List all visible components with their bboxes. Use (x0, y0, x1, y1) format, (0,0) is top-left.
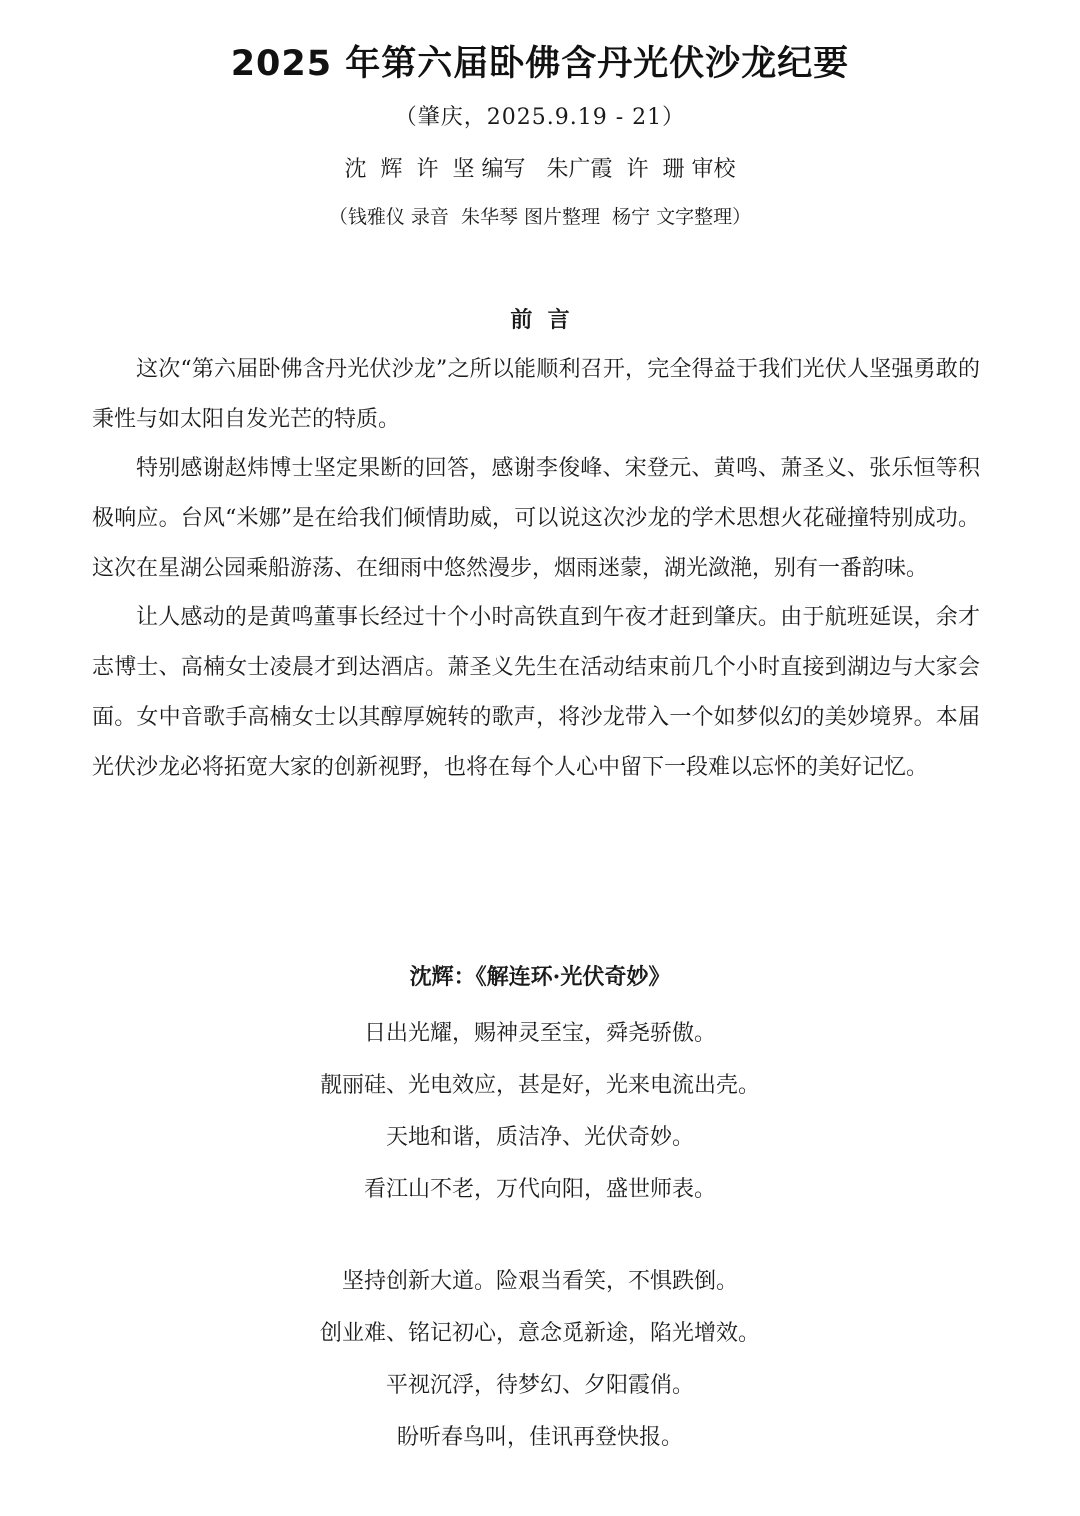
preface-body (92, 345, 980, 792)
poem-stanza-2 (0, 1256, 1080, 1464)
poem-line: 靓丽硅、光电效应，甚是好，光来电流出壳。 (319, 1073, 760, 1098)
poem-line: 平视沉浮，待梦幻、夕阳霞俏。 (385, 1373, 694, 1398)
poem-line: 创业难、铭记初心，意念觅新途，陷光增效。 (319, 1321, 760, 1346)
poem-heading: 沈辉：《解连环·光伏奇妙》 (409, 964, 671, 990)
credits-line: （钱雅仪 录音 朱华琴 图片整理 杨宁 文字整理） (328, 206, 752, 228)
preface-heading: 前 言 (510, 307, 570, 333)
poem-line: 看江山不老，万代向阳，盛世师表。 (363, 1177, 716, 1202)
poem-line: 天地和谐，质洁净、光伏奇妙。 (385, 1125, 694, 1150)
poem-stanza-1 (0, 1008, 1080, 1216)
poem-line: 日出光耀，赐神灵至宝，舜尧骄傲。 (363, 1021, 716, 1046)
preface-paragraph: 让人感动的是黄鸣董事长经过十个小时高铁直到午夜才赶到肇庆。由于航班延误，余才志博士、高楠女士凌晨才到达酒店。萧圣义先生在活动结束前几个小时直接到湖边与大家会面。女中音歌手高楠女士以其醇厚婉转的歌声，将沙龙带入一个如梦似幻的美妙境界。本届光伏沙龙必将拓宽大家的创新视野，也将在每个人心中留下一段难以忘怀的美好记忆。 (92, 605, 980, 780)
preface-paragraph: 这次“第六届卧佛含丹光伏沙龙”之所以能顺利召开，完全得益于我们光伏人坚强勇敢的秉性与如太阳自发光芒的特质。 (92, 357, 980, 432)
poem-line: 坚持创新大道。险艰当看笑，不惧跌倒。 (341, 1269, 738, 1294)
document-title: 2025 年第六届卧佛含丹光伏沙龙纪要 (230, 44, 850, 84)
document-subtitle: （肇庆，2025.9.19 - 21） (394, 105, 686, 130)
poem-line: 盼听春鸟叫，佳讯再登快报。 (396, 1425, 683, 1450)
authors-line: 沈 辉 许 坚 编写 朱广霞 许 珊 审校 (344, 157, 736, 182)
preface-paragraph: 特别感谢赵炜博士坚定果断的回答，感谢李俊峰、宋登元、黄鸣、萧圣义、张乐恒等积极响应。台风“米娜”是在给我们倾情助威，可以说这次沙龙的学术思想火花碰撞特别成功。这次在星湖公园乘船游荡、在细雨中悠然漫步，烟雨迷蒙，湖光潋滟，别有一番韵味。 (92, 456, 980, 581)
